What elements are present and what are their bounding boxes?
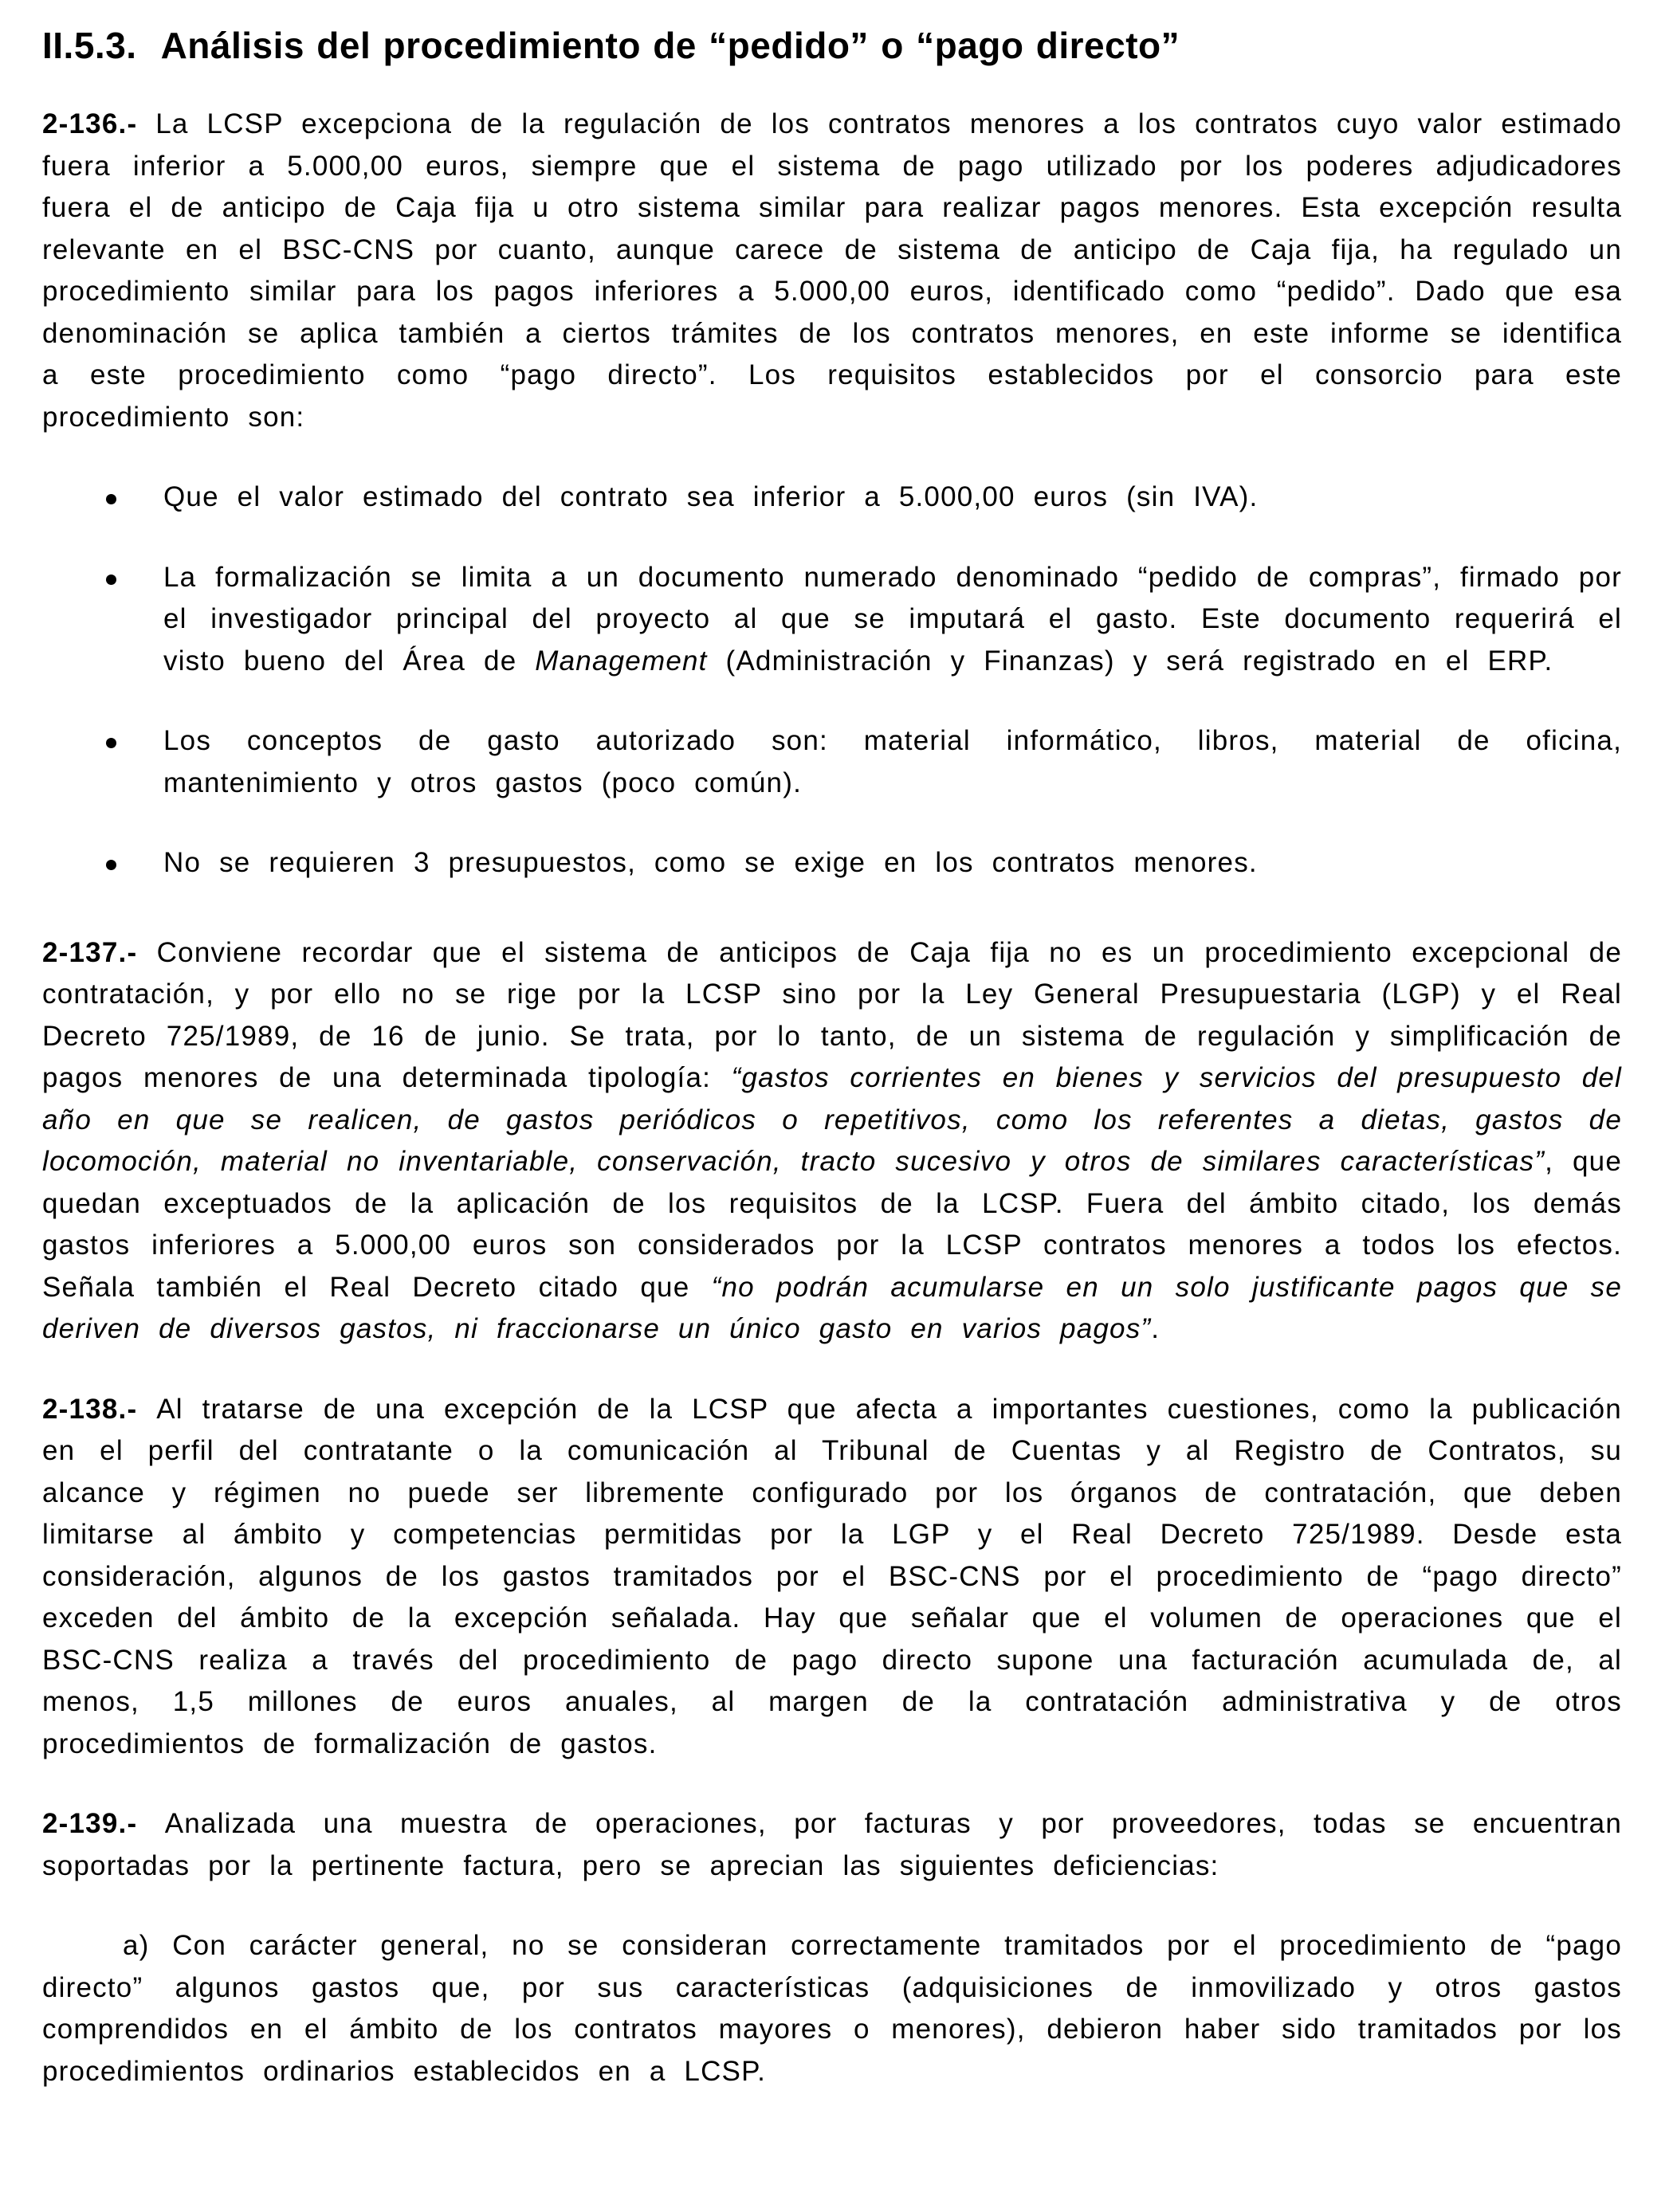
list-item-text: No se requieren 3 presupuestos, como se exige en los contratos menores. <box>163 847 1258 878</box>
bullet-icon <box>106 575 116 585</box>
requirements-list <box>42 477 1622 884</box>
bullet-icon <box>106 738 116 748</box>
list-item-text: La formalización se limita a un documento numerado denominado “pedido de compras”, firmado por el investigador principal del proyecto al que se imputará el gasto. Este documento requerirá el visto bueno del Área de Management (Administración y Finanzas) y será registrado en el ERP. <box>163 561 1622 677</box>
section-title: Análisis del procedimiento de “pedido” o “pago directo” <box>160 25 1180 66</box>
section-heading <box>42 22 1622 69</box>
list-item-valor-estimado <box>42 477 1622 519</box>
list-item-text: Que el valor estimado del contrato sea inferior a 5.000,00 euros (sin IVA). <box>163 481 1259 512</box>
list-item-text: Los conceptos de gasto autorizado son: material informático, libros, material de oficina, mantenimiento y otros gastos (poco común). <box>163 725 1622 798</box>
bullet-icon <box>106 860 116 870</box>
bullet-icon <box>106 494 116 504</box>
paragraph-2-136: 2-136.- La LCSP excepciona de la regulación de los contratos menores a los contratos cuyo valor estimado fuera inferior a 5.000,00 euros, siempre que el sistema de pago utilizado por los poderes adjudicadores fuera el de anticipo de Caja fija u otro sistema similar para realizar pagos menores. Esta excepción resulta relevante en el BSC-CNS por cuanto, aunque carece de sistema de anticipo de Caja fija, ha regulado un procedimiento similar para los pagos inferiores a 5.000,00 euros, identificado como “pedido”. Dado que esa denominación se aplica también a ciertos trámites de los contratos menores, en este informe se identifica a este procedimiento como “pago directo”. Los requisitos establecidos por el consorcio para este procedimiento son: <box>42 108 1622 433</box>
list-item-presupuestos <box>42 842 1622 884</box>
list-item-formalizacion <box>42 557 1622 683</box>
paragraph-2-138: 2-138.- Al tratarse de una excepción de la LCSP que afecta a importantes cuestiones, como la publicación en el perfil del contratante o la comunicación al Tribunal de Cuentas y al Registro de Contratos, su alcance y régimen no puede ser libremente configurado por los órganos de contratación, que deben limitarse al ámbito y competencias permitidas por la LGP y el Real Decreto 725/1989. Desde esta consideración, algunos de los gastos tramitados por el BSC-CNS por el procedimiento de “pago directo” exceden del ámbito de la excepción señalada. Hay que señalar que el volumen de operaciones que el BSC-CNS realiza a través del procedimiento de pago directo supone una facturación acumulada de, al menos, 1,5 millones de euros anuales, al margen de la contratación administrativa y de otros procedimientos de formalización de gastos. <box>42 1393 1622 1759</box>
paragraph-2-137: 2-137.- Conviene recordar que el sistema de anticipos de Caja fija no es un procedimiento excepcional de contratación, y por ello no se rige por la LCSP sino por la Ley General Presupuestaria (LGP) y el Real Decreto 725/1989, de 16 de junio. Se trata, por lo tanto, de un sistema de regulación y simplificación de pagos menores de una determinada tipología: “gastos corrientes en bienes y servicios del presupuesto del año en que se realicen, de gastos periódicos o repetitivos, como los referentes a dietas, gastos de locomoción, material no inventariable, conservación, tracto sucesivo y otros de similares características”, que quedan exceptuados de la aplicación de los requisitos de la LCSP. Fuera del ámbito citado, los demás gastos inferiores a 5.000,00 euros son considerados por la LCSP contratos menores a todos los efectos. Señala también el Real Decreto citado que “no podrán acumularse en un solo justificante pagos que se deriven de diversos gastos, ni fraccionarse un único gasto en varios pagos”. <box>42 936 1623 1344</box>
section-number: II.5.3. <box>42 25 137 66</box>
paragraph-a: a) Con carácter general, no se consideran correctamente tramitados por el procedimiento de “pago directo” algunos gastos que, por sus características (adquisiciones de inmovilizado y otros gastos comprendidos en el ámbito de los contratos mayores o menores), debieron haber sido tramitados por los procedimientos ordinarios establecidos en a LCSP. <box>42 1930 1622 2087</box>
list-item-conceptos-gasto <box>42 720 1622 804</box>
paragraph-2-139: 2-139.- Analizada una muestra de operaciones, por facturas y por proveedores, todas se encuentran soportadas por la pertinente factura, pero se aprecian las siguientes deficiencias: <box>42 1808 1622 1881</box>
